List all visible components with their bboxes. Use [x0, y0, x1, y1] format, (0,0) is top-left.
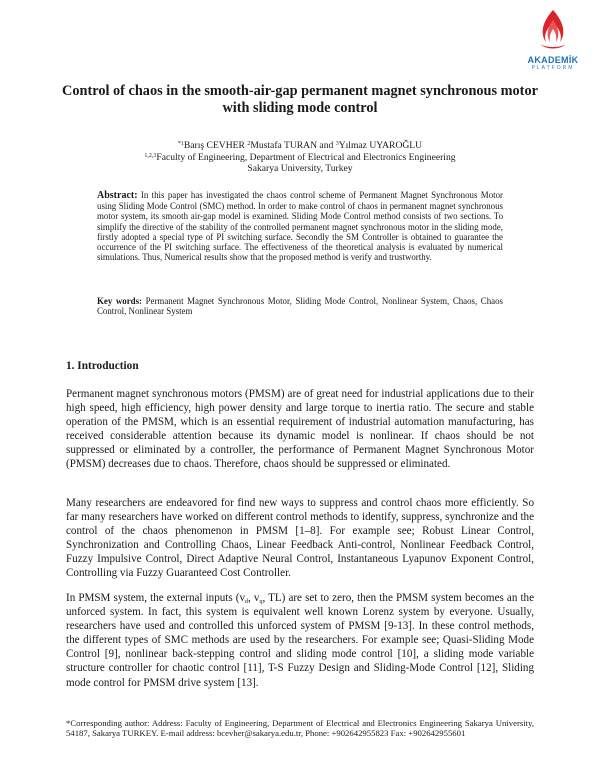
intro-paragraph-3 — [66, 591, 534, 690]
abstract — [97, 190, 503, 262]
author-3-name: Yılmaz UYAROĞLU — [338, 140, 423, 151]
section-heading-introduction: 1. Introduction — [66, 360, 139, 372]
keywords-label: Key words: — [97, 296, 142, 306]
author-block — [110, 140, 490, 175]
abstract-label: Abstract: — [97, 190, 138, 201]
affiliation-city: Sakarya University, Turkey — [247, 163, 353, 174]
p3-subscript-q: q — [259, 599, 263, 605]
affiliation-department: Faculty of Engineering, Department of Electrical and Electronics Engineering — [156, 151, 456, 163]
logo-name: AKADEMİK — [527, 55, 579, 65]
affiliation-mark: 1,2,3 — [144, 152, 157, 159]
paper-title: Control of chaos in the smooth-air-gap permanent magnet synchronous motor with sliding mode control — [62, 83, 538, 116]
flame-emblem-icon — [534, 8, 572, 54]
intro-paragraph-1: Permanent magnet synchronous motors (PMSM) are of great need for industrial applications due to their high speed, high efficiency, high power density and large torque to inertia ratio. The secure and stable operation of the PMSM, which is an essential requirement of industrial automation manufacturing, has received considerable attention because its dynamic model is nonlinear. If chaos should be not suppressed or eliminated by a controller, the performance of Permanent Magnet Synchronous Motor (PMSM) decreases due to chaos. Therefore, chaos should be suppressed or eliminated. — [66, 388, 534, 471]
p3-text-c: , TL) are set to zero, then the PMSM system becomes an the unforced system. In fact, this system is equivalent well known Lorenz system by everyone. Usually, researchers have used and controlled this unforced system of PMSM [9-13]. In these control methods, the different types of SMC methods are used by the researchers. For example see; Quasi-Sliding Mode Control [9], nonlinear back-stepping control and sliding mode control [10], a sliding mode variable structure controller for chaotic control [11], T-S Fuzzy Design and Sliding-Mode Control [12], Sliding mode control for PMSM drive system [13]. — [66, 592, 534, 689]
author-2-mark: 2 — [247, 141, 251, 147]
akademik-platform-logo — [513, 8, 593, 78]
keywords-text: Permanent Magnet Synchronous Motor, Sliding Mode Control, Nonlinear System, Chaos, Chaos Control, Nonlinear System — [97, 296, 503, 317]
author-line — [110, 140, 490, 152]
author-1-mark: *1 — [177, 141, 184, 147]
intro-paragraph-2: Many researchers are endeavored for find new ways to suppress and control chaos more efficiently. So far many researchers have worked on different control methods to identify, suppress, synchronize and the control of the chaos phenomenon in PMSM [1–8]. For example see; Robust Linear Control, Synchronization and Controlling Chaos, Linear Feedback Anti-control, Nonlinear Feedback Control, Fuzzy Impulsive Control, Direct Adaptive Neural Control, Instantaneous Lyapunov Exponent Control, Controlling via Fuzzy Guaranteed Cost Controller. — [66, 497, 534, 580]
keywords — [97, 296, 503, 316]
author-2-name: Mustafa TURAN and — [250, 140, 336, 151]
affiliation-line — [110, 152, 490, 164]
p3-text-a: In PMSM system, the external inputs (v — [66, 592, 246, 604]
author-3-mark: 3 — [335, 141, 339, 147]
author-1-name: Barış CEVHER — [183, 140, 248, 151]
p3-text-b: , v — [248, 592, 260, 604]
p3-subscript-d: d — [245, 599, 249, 605]
logo-subtitle: PLATFORM — [531, 65, 575, 71]
corresponding-author-footnote: *Corresponding author: Address: Faculty of Engineering, Department of Electrical and Electronics Engineering Sakarya University, 54187, Sakarya TURKEY. E-mail address: bcevher@sakarya.edu.tr, Phone: +902642955823 Fax: +902642955601 — [66, 718, 534, 739]
abstract-text: In this paper has investigated the chaos control scheme of Permanent Magnet Synchronous Motor using Sliding Mode Control (SMC) method. In order to make control of chaos in permanent magnet synchronous motor system, its smooth air-gap model is examined. Sliding Mode Control method consists of two sections. To simplify the directive of the stability of the controlled permanent magnet synchronous motor in the sliding mode, firstly adopted a special type of PI switching surface. Secondly the SM Controller is obtained to guarantee the occurrence of the PI switching surface. The effectiveness of the theoretical analysis is evaluated by numerical simulations. Thus, Numerical results show that the proposed method is verify and trustworthy. — [97, 190, 503, 263]
